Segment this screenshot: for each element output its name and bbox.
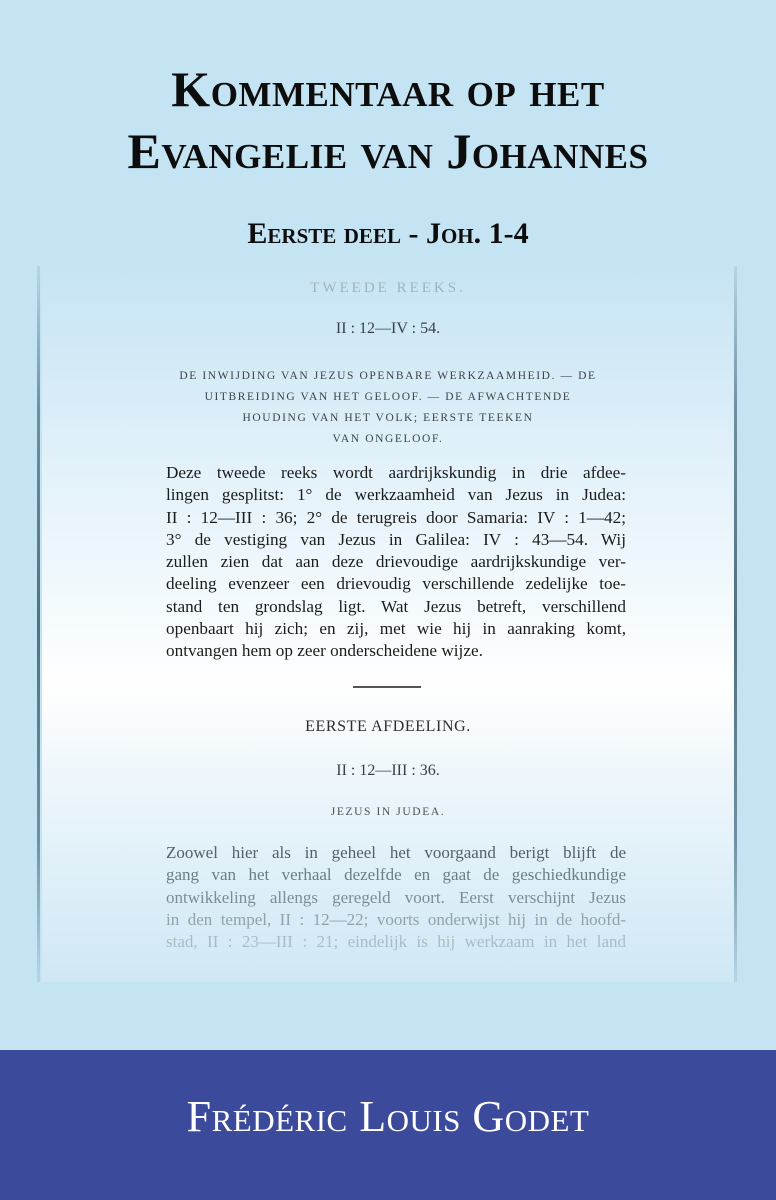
paragraph-line: II : 12—III : 36; 2° de terugreis door Samaria: IV : 1—42; <box>166 507 626 527</box>
book-subtitle: Eerste deel - Joh. 1-4 <box>247 217 529 250</box>
series-range: II : 12—IV : 54. <box>335 320 441 337</box>
headline-line: DE INWIJDING VAN JEZUS OPENBARE WERKZAAMHEID. — DE <box>179 370 597 382</box>
page-edge-left <box>37 266 40 982</box>
series-heading: TWEEDE REEKS. <box>310 280 466 296</box>
paragraph-line: ontvangen hem op zeer onderscheidene wijze. <box>166 641 483 661</box>
section-range: II : 12—III : 36. <box>336 762 440 779</box>
paragraph-line: stand ten grondslag ligt. Wat Jezus betreft, verschillend <box>166 596 626 616</box>
headline-line: VAN ONGELOOF. <box>332 433 444 445</box>
headline-line: HOUDING VAN HET VOLK; EERSTE TEEKEN <box>242 412 534 424</box>
book-title <box>0 58 776 182</box>
series-headlines <box>42 366 734 450</box>
title-line-2: Evangelie van Johannes <box>127 123 649 179</box>
paragraph-line: lingen gesplitst: 1° de werkzaamheid van Jezus in Judea: <box>166 485 626 505</box>
paragraph-line: deeling evenzeer een drievoudig verschillende zedelijke toe- <box>166 574 626 594</box>
author-name: Frédéric Louis Godet <box>186 1092 590 1141</box>
paragraph-line: openbaart hij zich; en zij, met wie hij in aanraking komt, <box>166 619 626 639</box>
paragraph-line: zullen zien dat aan deze drievoudige aardrijkskundige ver- <box>166 552 626 572</box>
paragraph-line: 3° de vestiging van Jezus in Galilea: IV : 43—54. Wij <box>166 529 626 549</box>
title-line-1: Kommentaar op het <box>171 61 605 117</box>
scanned-page-image <box>42 266 734 982</box>
paragraph-line: stad, II : 23—III : 21; eindelijk is hij werkzaam in het land <box>166 932 626 952</box>
paragraph-line: gang van het verhaal dezelfde en gaat de geschiedkundige <box>166 865 626 885</box>
intro-paragraph <box>166 462 626 663</box>
faded-paragraph <box>166 842 626 953</box>
paragraph-line: Zoowel hier als in geheel het voorgaand berigt blijft de <box>166 843 626 862</box>
section-divider <box>353 686 421 688</box>
paragraph-line: Deze tweede reeks wordt aardrijkskundig in drie afdee- <box>166 463 626 482</box>
page-edge-right <box>734 266 737 982</box>
headline-line: UITBREIDING VAN HET GELOOF. — DE AFWACHTENDE <box>204 391 572 403</box>
section-title: EERSTE AFDEELING. <box>305 718 471 735</box>
paragraph-line: ontwikkeling allengs geregeld voort. Eerst verschijnt Jezus <box>166 887 626 907</box>
section-subtitle: JEZUS IN JUDEA. <box>330 806 446 818</box>
paragraph-line: in den tempel, II : 12—22; voorts onderwijst hij in de hoofd- <box>166 909 626 929</box>
